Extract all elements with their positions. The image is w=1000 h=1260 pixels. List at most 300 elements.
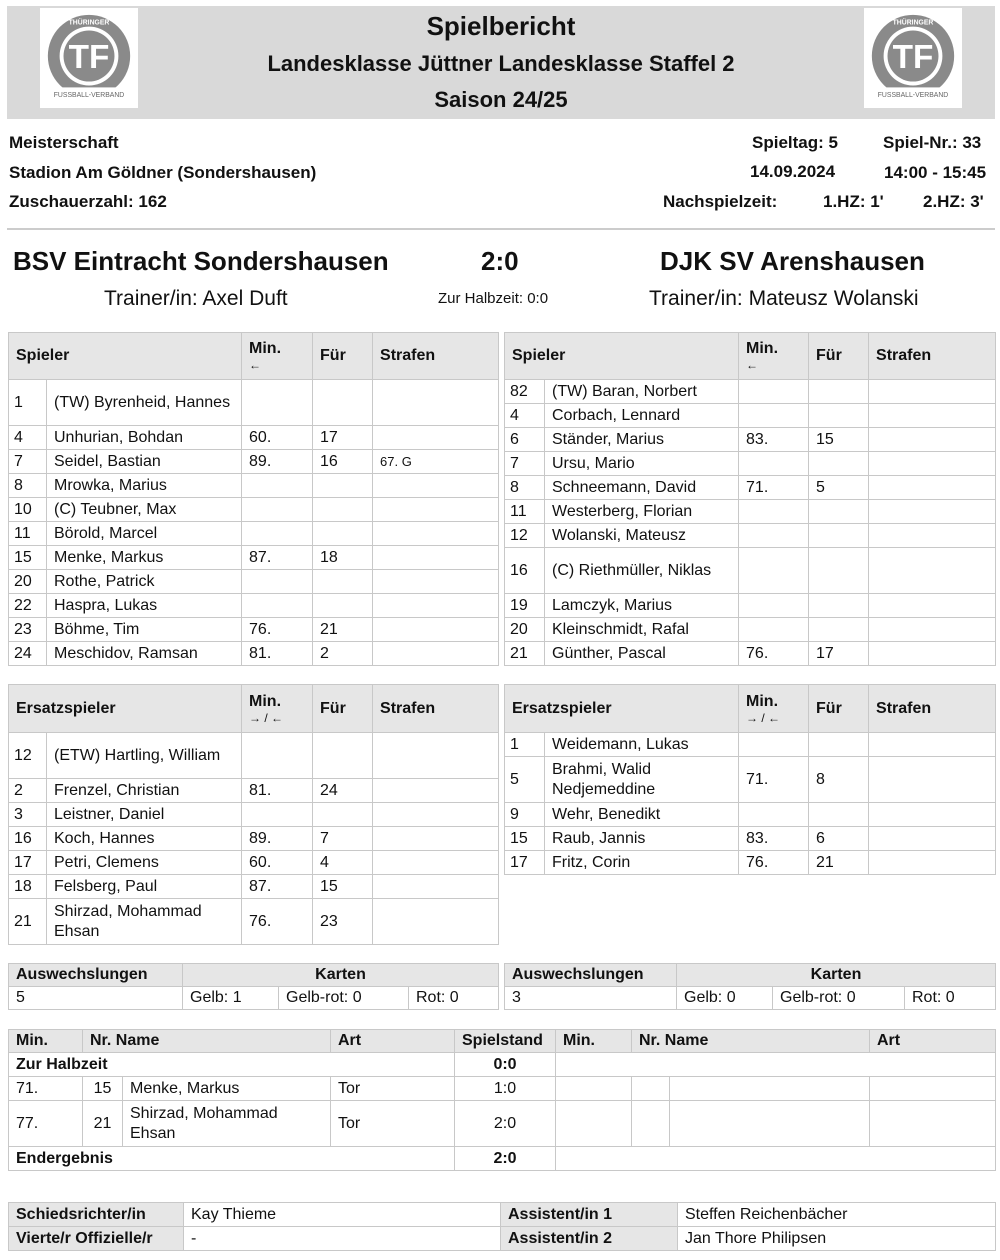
- home-team: BSV Eintracht Sondershausen: [13, 246, 389, 276]
- away-yellow-red: Gelb-rot: 0: [773, 987, 905, 1010]
- final-score: 2:0: [481, 246, 519, 276]
- divider: [7, 228, 995, 230]
- player-number: 7: [9, 450, 47, 474]
- col-min: Min. ←: [739, 333, 809, 380]
- sub-minute: [739, 733, 809, 757]
- player-number: 10: [9, 498, 47, 522]
- player-name: Haspra, Lukas: [47, 594, 242, 618]
- player-number: 17: [9, 851, 47, 875]
- player-row: [9, 899, 499, 945]
- player-name: (C) Teubner, Max: [47, 498, 242, 522]
- player-name: Börold, Marcel: [47, 522, 242, 546]
- player-number: 15: [505, 827, 545, 851]
- col-min: Min.: [556, 1030, 632, 1053]
- event-cell: [870, 1101, 996, 1147]
- officials-table: [8, 1202, 996, 1251]
- event-minute: 71.: [9, 1077, 83, 1101]
- replaced-number: 21: [313, 618, 373, 642]
- player-row: [9, 733, 499, 779]
- event-type: Tor: [331, 1101, 455, 1147]
- sub-minute: [242, 498, 313, 522]
- player-number: 12: [9, 733, 47, 779]
- events-table: [8, 1029, 996, 1171]
- col-min: Min.: [9, 1030, 83, 1053]
- player-row: [505, 380, 996, 404]
- player-row: [9, 426, 499, 450]
- sub-minute: [242, 522, 313, 546]
- event-row: [9, 1147, 996, 1171]
- sub-minute: [739, 548, 809, 594]
- sub-minute: 89.: [242, 827, 313, 851]
- replaced-number: [809, 380, 869, 404]
- penalty: [869, 500, 996, 524]
- penalty: [373, 426, 499, 450]
- sub-minute: 83.: [739, 827, 809, 851]
- sub-minute: [739, 803, 809, 827]
- logo-text-bottom: FUSSBALL-VERBAND: [877, 92, 949, 100]
- event-number: 15: [83, 1077, 123, 1101]
- logo-letters: TF: [892, 38, 934, 76]
- penalty: [869, 404, 996, 428]
- penalty: [869, 618, 996, 642]
- home-summary-table: [8, 963, 499, 1010]
- penalty: [373, 618, 499, 642]
- halftime-score: Zur Halbzeit: 0:0: [438, 290, 549, 307]
- player-number: 22: [9, 594, 47, 618]
- penalty: [373, 779, 499, 803]
- event-cell: [556, 1053, 996, 1077]
- replaced-number: 17: [809, 642, 869, 666]
- player-number: 24: [9, 642, 47, 666]
- sub-minute: [739, 500, 809, 524]
- penalty: [373, 851, 499, 875]
- event-score: 1:0: [455, 1077, 556, 1101]
- player-number: 16: [505, 548, 545, 594]
- player-name: Wolanski, Mateusz: [545, 524, 739, 548]
- sub-minute: 71.: [739, 757, 809, 803]
- player-row: [9, 498, 499, 522]
- player-number: 18: [9, 875, 47, 899]
- stadium: Stadion Am Göldner (Sondershausen): [9, 163, 317, 182]
- sub-minute: 89.: [242, 450, 313, 474]
- added-time-label: Nachspielzeit:: [663, 192, 778, 211]
- event-player: Menke, Markus: [123, 1077, 331, 1101]
- player-row: [9, 474, 499, 498]
- replaced-number: [313, 498, 373, 522]
- col-for: Für: [809, 685, 869, 733]
- matchday: Spieltag: 5: [752, 133, 838, 152]
- player-number: 11: [505, 500, 545, 524]
- logo-text-top: THÜRINGER: [892, 19, 934, 27]
- player-name: (TW) Byrenheid, Hannes: [47, 380, 242, 426]
- first-half-added: 1.HZ: 1': [823, 192, 884, 211]
- sub-minute: [739, 594, 809, 618]
- player-number: 16: [9, 827, 47, 851]
- player-number: 5: [505, 757, 545, 803]
- player-number: 21: [9, 899, 47, 945]
- player-row: [9, 546, 499, 570]
- player-name: Ursu, Mario: [545, 452, 739, 476]
- player-name: Frenzel, Christian: [47, 779, 242, 803]
- col-min: Min. → / ←: [242, 685, 313, 733]
- player-number: 23: [9, 618, 47, 642]
- player-number: 12: [505, 524, 545, 548]
- replaced-number: [809, 452, 869, 476]
- player-name: Kleinschmidt, Rafal: [545, 618, 739, 642]
- player-number: 4: [9, 426, 47, 450]
- logo-letters: TF: [68, 38, 110, 76]
- replaced-number: 18: [313, 546, 373, 570]
- player-name: Günther, Pascal: [545, 642, 739, 666]
- sub-minute: [739, 524, 809, 548]
- event-cell: [670, 1077, 870, 1101]
- player-number: 11: [9, 522, 47, 546]
- col-art: Art: [870, 1030, 996, 1053]
- replaced-number: 8: [809, 757, 869, 803]
- player-name: Petri, Clemens: [47, 851, 242, 875]
- home-coach: Trainer/in: Axel Duft: [104, 287, 288, 310]
- penalty: [869, 642, 996, 666]
- replaced-number: 5: [809, 476, 869, 500]
- col-sub: Ersatzspieler: [9, 685, 242, 733]
- competition: Meisterschaft: [9, 133, 119, 152]
- player-name: Westerberg, Florian: [545, 500, 739, 524]
- player-number: 2: [9, 779, 47, 803]
- league-name: Landesklasse Jüttner Landesklasse Staffel 2: [267, 51, 735, 76]
- player-row: [9, 594, 499, 618]
- player-row: [505, 594, 996, 618]
- event-cell: [632, 1077, 670, 1101]
- penalty: [373, 380, 499, 426]
- player-name: Lamczyk, Marius: [545, 594, 739, 618]
- sub-minute: [242, 733, 313, 779]
- replaced-number: [313, 570, 373, 594]
- away-subs-count: 3: [505, 987, 677, 1010]
- away-red: Rot: 0: [905, 987, 996, 1010]
- assistant2-label: Assistent/in 2: [501, 1227, 678, 1251]
- player-row: [505, 851, 996, 875]
- player-number: 6: [505, 428, 545, 452]
- replaced-number: [313, 594, 373, 618]
- player-row: [505, 827, 996, 851]
- penalty: [373, 642, 499, 666]
- col-art: Art: [331, 1030, 455, 1053]
- col-sub: Ersatzspieler: [505, 685, 739, 733]
- replaced-number: [313, 522, 373, 546]
- sub-minute: [242, 594, 313, 618]
- replaced-number: [809, 618, 869, 642]
- player-row: [505, 500, 996, 524]
- col-penalties: Strafen: [869, 333, 996, 380]
- player-number: 4: [505, 404, 545, 428]
- report-title: Spielbericht: [426, 11, 576, 41]
- penalty: [373, 594, 499, 618]
- penalty: [869, 428, 996, 452]
- replaced-number: [313, 803, 373, 827]
- spectators: Zuschauerzahl: 162: [9, 192, 167, 211]
- penalty: [869, 452, 996, 476]
- penalty: [373, 875, 499, 899]
- replaced-number: [809, 404, 869, 428]
- logo-text-top: THÜRINGER: [68, 19, 110, 27]
- player-row: [9, 522, 499, 546]
- player-number: 19: [505, 594, 545, 618]
- replaced-number: 15: [313, 875, 373, 899]
- player-name: Koch, Hannes: [47, 827, 242, 851]
- player-name: Böhme, Tim: [47, 618, 242, 642]
- player-name: Shirzad, Mohammad Ehsan: [47, 899, 242, 945]
- second-half-added: 2.HZ: 3': [923, 192, 984, 211]
- player-name: Leistner, Daniel: [47, 803, 242, 827]
- assistant1: Steffen Reichenbächer: [678, 1203, 996, 1227]
- player-name: Corbach, Lennard: [545, 404, 739, 428]
- halftime-label: Zur Halbzeit: [9, 1053, 455, 1077]
- player-number: 1: [9, 380, 47, 426]
- penalty: [869, 757, 996, 803]
- sub-minute: [739, 380, 809, 404]
- penalty: [869, 548, 996, 594]
- event-cell: [670, 1101, 870, 1147]
- replaced-number: [809, 733, 869, 757]
- player-name: Seidel, Bastian: [47, 450, 242, 474]
- player-row: [505, 757, 996, 803]
- col-nr-name: Nr. Name: [632, 1030, 870, 1053]
- penalty: [869, 827, 996, 851]
- event-score: 2:0: [455, 1101, 556, 1147]
- season: Saison 24/25: [434, 87, 568, 112]
- player-number: 20: [505, 618, 545, 642]
- event-number: 21: [83, 1101, 123, 1147]
- player-row: [9, 827, 499, 851]
- replaced-number: 7: [313, 827, 373, 851]
- sub-minute: 87.: [242, 546, 313, 570]
- player-name: Fritz, Corin: [545, 851, 739, 875]
- replaced-number: 4: [313, 851, 373, 875]
- player-name: (C) Riethmüller, Niklas: [545, 548, 739, 594]
- player-row: [505, 452, 996, 476]
- event-row: [9, 1101, 996, 1147]
- penalty: [373, 733, 499, 779]
- player-row: [505, 548, 996, 594]
- fourth-official-label: Vierte/r Offizielle/r: [9, 1227, 184, 1251]
- penalty: [373, 899, 499, 945]
- penalty: [373, 474, 499, 498]
- penalty: 67. G: [373, 450, 499, 474]
- away-summary-table: [504, 963, 996, 1010]
- col-penalties: Strafen: [373, 685, 499, 733]
- match-date: 14.09.2024: [750, 162, 836, 181]
- col-player: Spieler: [9, 333, 242, 380]
- player-number: 3: [9, 803, 47, 827]
- referee-label: Schiedsrichter/in: [9, 1203, 184, 1227]
- player-row: [9, 851, 499, 875]
- penalty: [869, 380, 996, 404]
- sub-minute: 71.: [739, 476, 809, 500]
- player-name: Wehr, Benedikt: [545, 803, 739, 827]
- player-number: 17: [505, 851, 545, 875]
- event-row: [9, 1077, 996, 1101]
- final-label: Endergebnis: [9, 1147, 455, 1171]
- replaced-number: [809, 594, 869, 618]
- player-number: 7: [505, 452, 545, 476]
- logo-text-bottom: FUSSBALL-VERBAND: [53, 92, 125, 100]
- event-cell: [632, 1101, 670, 1147]
- cards-label: Karten: [183, 964, 499, 987]
- player-row: [9, 803, 499, 827]
- home-red: Rot: 0: [409, 987, 499, 1010]
- player-number: 8: [9, 474, 47, 498]
- replaced-number: 23: [313, 899, 373, 945]
- replaced-number: 15: [809, 428, 869, 452]
- penalty: [373, 522, 499, 546]
- tfv-logo-right: [864, 8, 962, 108]
- replaced-number: [809, 500, 869, 524]
- sub-minute: 87.: [242, 875, 313, 899]
- penalty: [869, 476, 996, 500]
- player-row: [9, 570, 499, 594]
- player-name: Ständer, Marius: [545, 428, 739, 452]
- player-name: Rothe, Patrick: [47, 570, 242, 594]
- player-number: 8: [505, 476, 545, 500]
- replaced-number: [809, 524, 869, 548]
- match-number: Spiel-Nr.: 33: [883, 133, 982, 152]
- home-lineup-table: [8, 332, 499, 666]
- player-name: Raub, Jannis: [545, 827, 739, 851]
- referee: Kay Thieme: [184, 1203, 501, 1227]
- player-row: [505, 476, 996, 500]
- player-row: [505, 524, 996, 548]
- replaced-number: 2: [313, 642, 373, 666]
- player-name: Mrowka, Marius: [47, 474, 242, 498]
- away-team: DJK SV Arenshausen: [660, 246, 925, 276]
- home-subs-count: 5: [9, 987, 183, 1010]
- sub-minute: 81.: [242, 779, 313, 803]
- player-name: Meschidov, Ramsan: [47, 642, 242, 666]
- away-yellow: Gelb: 0: [677, 987, 773, 1010]
- replaced-number: 21: [809, 851, 869, 875]
- home-subs-table: [8, 684, 499, 945]
- match-time: 14:00 - 15:45: [884, 163, 987, 182]
- penalty: [373, 546, 499, 570]
- player-row: [9, 450, 499, 474]
- away-subs-table: [504, 684, 996, 875]
- home-yellow: Gelb: 1: [183, 987, 279, 1010]
- player-row: [505, 642, 996, 666]
- cards-label: Karten: [677, 964, 996, 987]
- replaced-number: [809, 803, 869, 827]
- col-for: Für: [809, 333, 869, 380]
- col-penalties: Strafen: [373, 333, 499, 380]
- player-row: [9, 875, 499, 899]
- player-row: [505, 428, 996, 452]
- col-for: Für: [313, 333, 373, 380]
- replaced-number: 6: [809, 827, 869, 851]
- sub-minute: 76.: [739, 851, 809, 875]
- replaced-number: 24: [313, 779, 373, 803]
- player-row: [505, 803, 996, 827]
- player-number: 21: [505, 642, 545, 666]
- home-yellow-red: Gelb-rot: 0: [279, 987, 409, 1010]
- event-type: Tor: [331, 1077, 455, 1101]
- player-number: 82: [505, 380, 545, 404]
- col-min: Min. ←: [242, 333, 313, 380]
- player-row: [505, 618, 996, 642]
- col-penalties: Strafen: [869, 685, 996, 733]
- replaced-number: [809, 548, 869, 594]
- sub-minute: 60.: [242, 426, 313, 450]
- penalty: [373, 570, 499, 594]
- subs-label: Auswechslungen: [9, 964, 183, 987]
- assistant2: Jan Thore Philipsen: [678, 1227, 996, 1251]
- sub-minute: 76.: [242, 618, 313, 642]
- event-cell: [870, 1077, 996, 1101]
- subs-label: Auswechslungen: [505, 964, 677, 987]
- sub-minute: [242, 380, 313, 426]
- replaced-number: 17: [313, 426, 373, 450]
- replaced-number: [313, 380, 373, 426]
- penalty: [373, 827, 499, 851]
- col-nr-name: Nr. Name: [83, 1030, 331, 1053]
- penalty: [869, 803, 996, 827]
- sub-minute: 76.: [739, 642, 809, 666]
- penalty: [869, 733, 996, 757]
- halftime-score: 0:0: [455, 1053, 556, 1077]
- penalty: [869, 851, 996, 875]
- sub-minute: [242, 803, 313, 827]
- sub-minute: [242, 474, 313, 498]
- penalty: [373, 498, 499, 522]
- player-name: Felsberg, Paul: [47, 875, 242, 899]
- sub-minute: [739, 452, 809, 476]
- sub-minute: [739, 404, 809, 428]
- player-name: Menke, Markus: [47, 546, 242, 570]
- player-row: [9, 618, 499, 642]
- final-score: 2:0: [455, 1147, 556, 1171]
- player-name: Schneemann, David: [545, 476, 739, 500]
- player-row: [9, 642, 499, 666]
- player-number: 1: [505, 733, 545, 757]
- sub-minute: 83.: [739, 428, 809, 452]
- player-number: 15: [9, 546, 47, 570]
- player-name: Weidemann, Lukas: [545, 733, 739, 757]
- sub-minute: 60.: [242, 851, 313, 875]
- col-for: Für: [313, 685, 373, 733]
- replaced-number: [313, 733, 373, 779]
- away-lineup-table: [504, 332, 996, 666]
- sub-minute: 76.: [242, 899, 313, 945]
- replaced-number: 16: [313, 450, 373, 474]
- player-name: (ETW) Hartling, William: [47, 733, 242, 779]
- player-name: (TW) Baran, Norbert: [545, 380, 739, 404]
- player-row: [505, 733, 996, 757]
- penalty: [869, 524, 996, 548]
- report-header: [7, 6, 995, 119]
- col-player: Spieler: [505, 333, 739, 380]
- event-cell: [556, 1101, 632, 1147]
- player-row: [9, 380, 499, 426]
- sub-minute: [739, 618, 809, 642]
- assistant1-label: Assistent/in 1: [501, 1203, 678, 1227]
- event-minute: 77.: [9, 1101, 83, 1147]
- sub-minute: 81.: [242, 642, 313, 666]
- replaced-number: [313, 474, 373, 498]
- sub-minute: [242, 570, 313, 594]
- event-player: Shirzad, Mohammad Ehsan: [123, 1101, 331, 1147]
- away-coach: Trainer/in: Mateusz Wolanski: [649, 287, 919, 310]
- event-row: [9, 1053, 996, 1077]
- event-cell: [556, 1147, 996, 1171]
- player-number: 9: [505, 803, 545, 827]
